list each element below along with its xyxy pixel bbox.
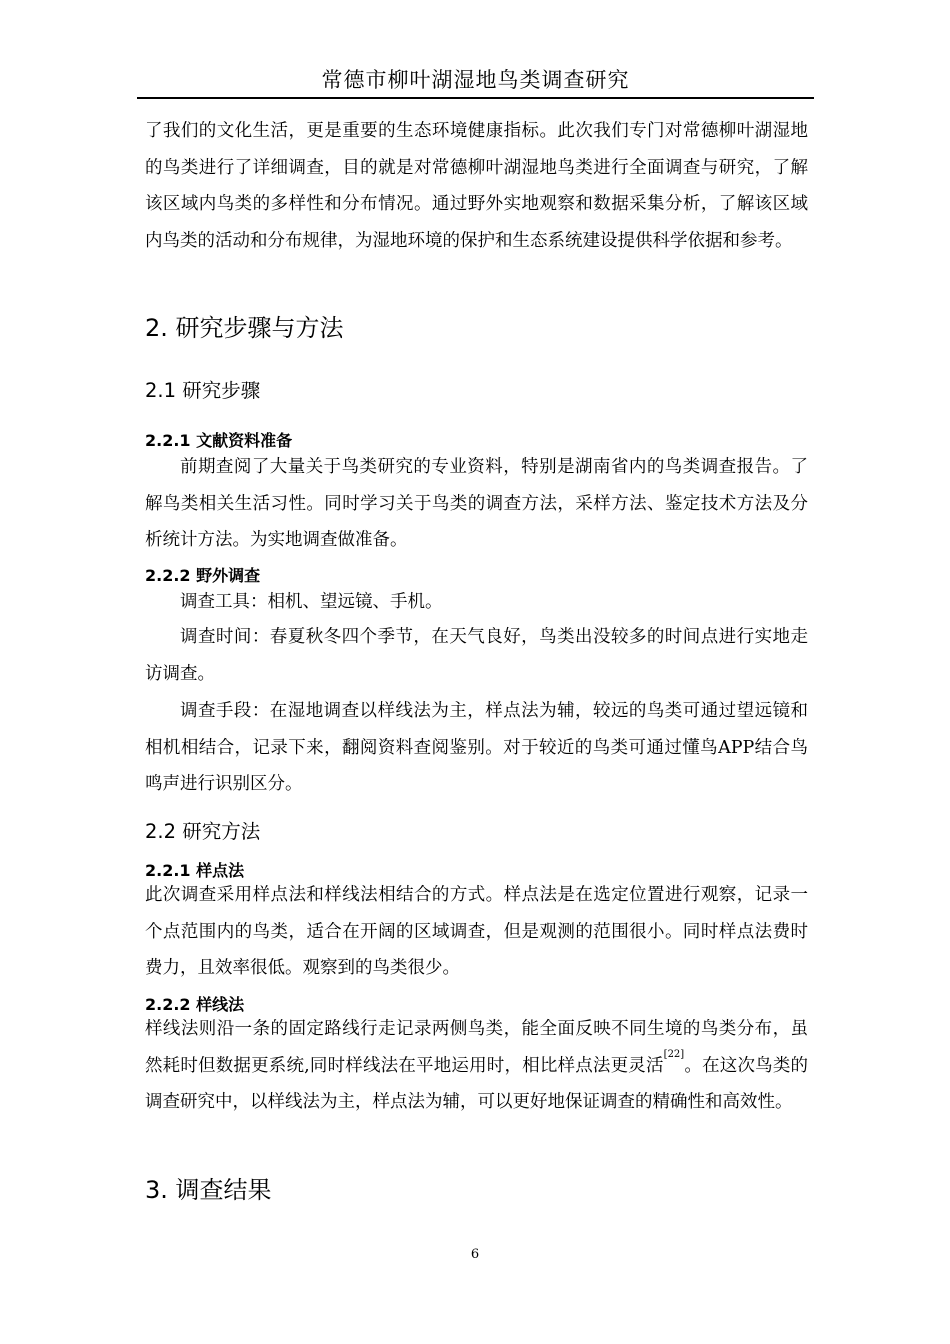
section-2-1-heading: 2.1 研究步骤 — [145, 379, 261, 402]
literature-paragraph: 前期查阅了大量关于鸟类研究的专业资料，特别是湖南省内的鸟类调查报告。了解鸟类相关生活习性。同时学习关于鸟类的调查方法，采样方法、鉴定技术方法及分析统计方法。为实地调查做准备。 — [145, 457, 808, 550]
section-2-2-1-point-heading: 2.2.1 样点法 — [145, 861, 245, 880]
header-rule — [137, 97, 814, 99]
field-tools-paragraph: 调查工具：相机、望远镜、手机。 — [180, 592, 443, 612]
section-2-2-1-literature-heading: 2.2.1 文献资料准备 — [145, 431, 293, 450]
intro-paragraph: 了我们的文化生活，更是重要的生态环境健康指标。此次我们专门对常德柳叶湖湿地的鸟类进行了详细调查，目的就是对常德柳叶湖湿地鸟类进行全面调查与研究，了解该区域内鸟类的多样性和分布情况。通过野外实地观察和数据采集分析，了解该区域内鸟类的活动和分布规律，为湿地环境的保护和生态系统建设提供科学依据和参考。 — [145, 121, 808, 251]
section-3-heading: 3. 调查结果 — [145, 1176, 272, 1204]
line-method-paragraph — [145, 1011, 808, 1121]
field-time-paragraph: 调查时间：春夏秋冬四个季节，在天气良好，鸟类出没较多的时间点进行实地走访调查。 — [145, 627, 808, 684]
line-method-text-b: 。在这次鸟类的调查研究中，以样线法为主，样点法为辅，可以更好地保证调查的精确性和高效性。 — [145, 1055, 809, 1112]
page-number: 6 — [470, 1247, 480, 1262]
section-2-2-2-line-heading: 2.2.2 样线法 — [145, 995, 245, 1014]
point-method-paragraph: 此次调查采用样点法和样线法相结合的方式。样点法是在选定位置进行观察，记录一个点范围内的鸟类，适合在开阔的区域调查，但是观测的范围很小。同时样点法费时费力，且效率很低。观察到的鸟类很少。 — [145, 885, 808, 978]
field-means-paragraph: 调查手段：在湿地调查以样线法为主，样点法为辅，较远的鸟类可通过望远镜和相机相结合，记录下来，翻阅资料查阅鉴别。对于较近的鸟类可通过懂鸟APP结合鸟鸣声进行识别区分。 — [145, 701, 808, 794]
section-2-2-2-field-heading: 2.2.2 野外调查 — [145, 566, 261, 585]
section-2-2-heading: 2.2 研究方法 — [145, 820, 261, 843]
citation-22: [22] — [663, 1048, 685, 1060]
line-method-text-a: 样线法则沿一条的固定路线行走记录两侧鸟类，能全面反映不同生境的鸟类分布，虽然耗时但数据更系统,同时样线法在平地运用时，相比样点法更灵活 — [145, 1019, 808, 1076]
running-header: 常德市柳叶湖湿地鸟类调查研究 — [321, 68, 630, 92]
section-2-heading: 2. 研究步骤与方法 — [145, 314, 344, 342]
